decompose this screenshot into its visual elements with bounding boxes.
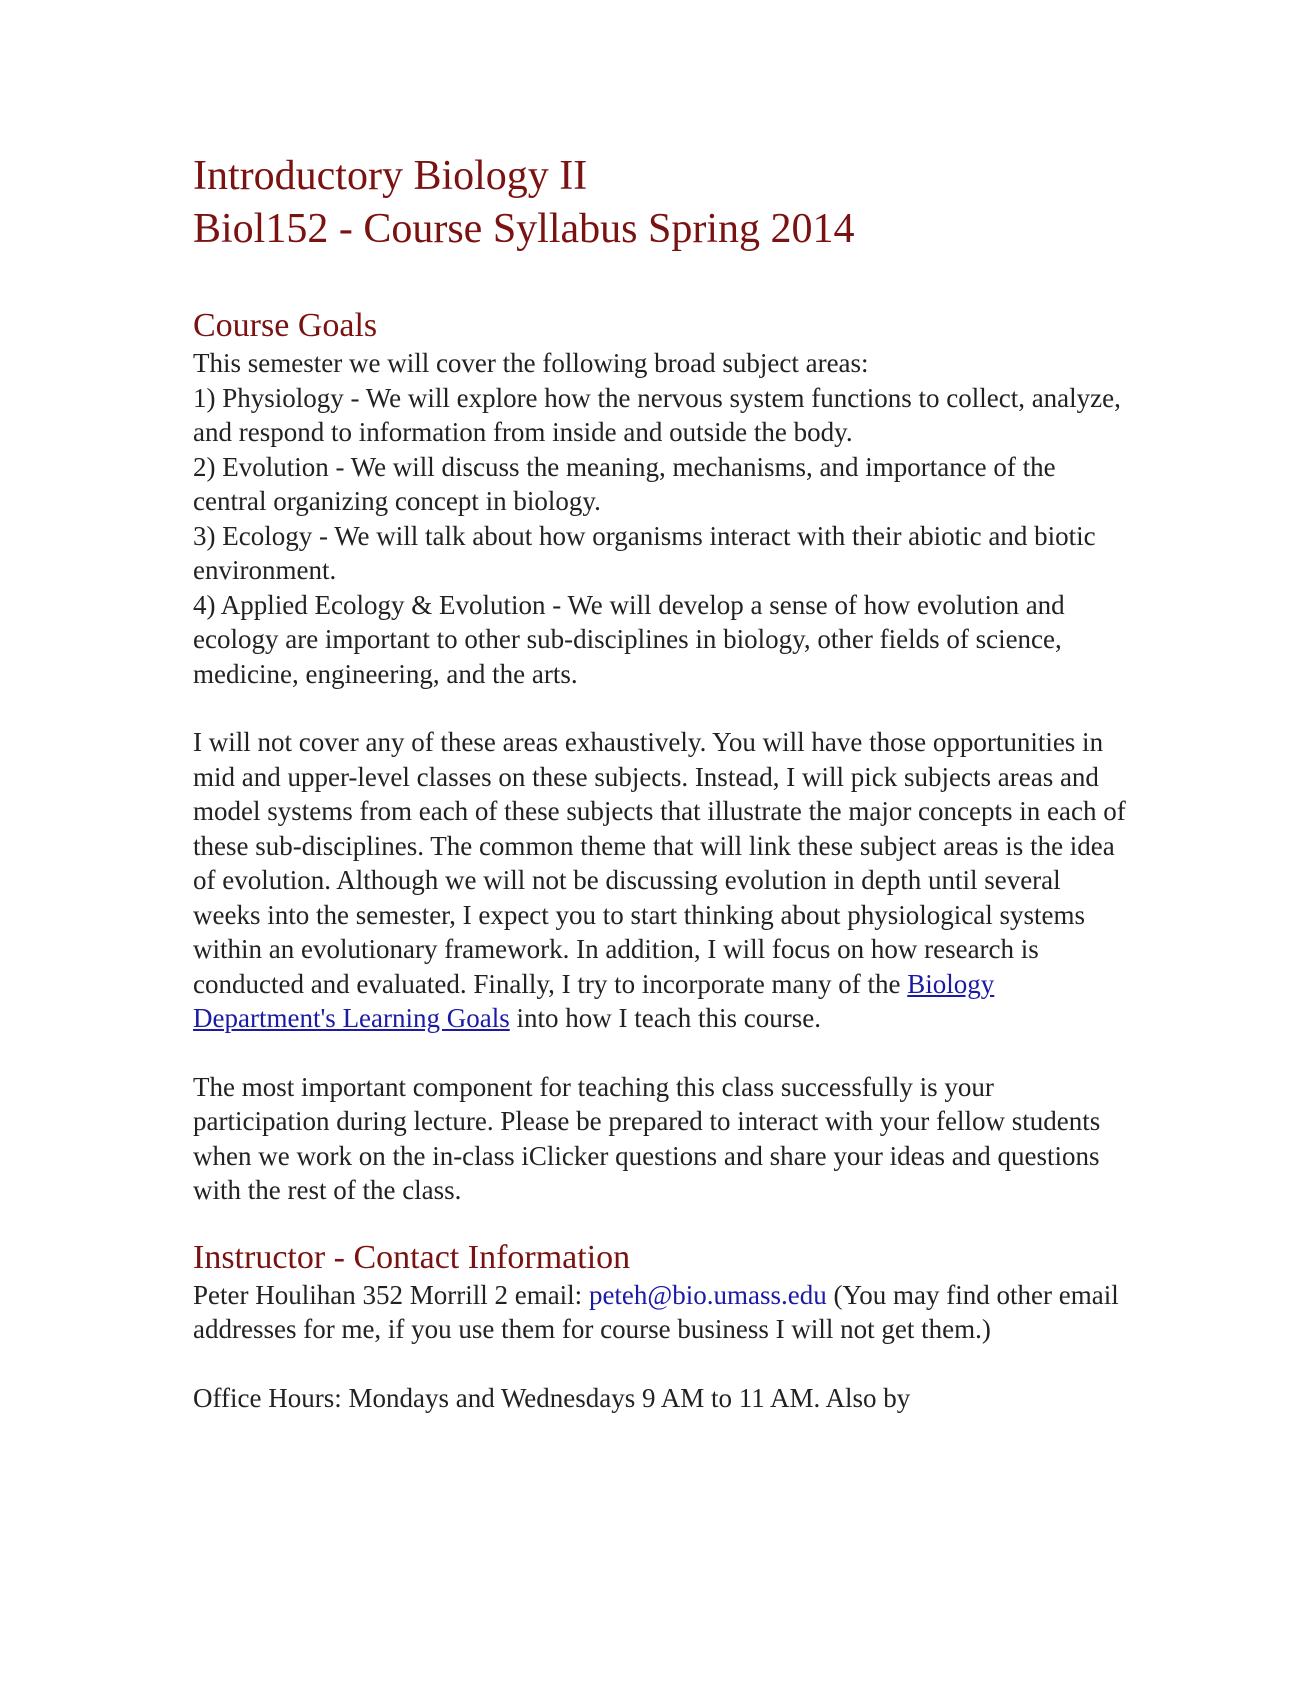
contact-note: (You may find other email addresses for me, if you use them for course business I will not get them.) — [193, 1279, 1119, 1344]
contact-paragraph — [193, 1278, 1133, 1347]
learning-goals-link[interactable]: Biology Department's Learning Goals — [193, 968, 995, 1033]
goal-item-evolution: 2) Evolution - We will discuss the meaning, mechanisms, and importance of the central organizing concept in biology. — [193, 451, 1056, 516]
page-title — [193, 150, 1133, 256]
coverage-paragraph — [193, 725, 1133, 1036]
coverage-text: I will not cover any of these areas exhaustively. You will have those opportunities in mid and upper-level classes on these subjects. Instead, I will pick subjects areas and model systems from each of these subjects that illustrate the major concepts in each of these sub-disciplines. The common theme that will link these subject areas is the idea of evolution. Although we will not be discussing evolution in depth until several weeks into the semester, I expect you to start thinking about physiological systems within an evolutionary framework. In addition, I will focus on how research is conducted and evaluated. Finally, I try to incorporate many of the — [193, 727, 1126, 999]
course-goals-list — [193, 346, 1133, 691]
goals-intro: This semester we will cover the following broad subject areas: — [193, 348, 869, 378]
title-line-1: Introductory Biology II — [193, 153, 588, 199]
instructor-heading: Instructor - Contact Information — [193, 1238, 631, 1276]
office-hours: Office Hours: Mondays and Wednesdays 9 AM to 11 AM. Also by — [193, 1382, 911, 1413]
syllabus-document — [193, 150, 1133, 1415]
email-link[interactable]: peteh@bio.umass.edu — [588, 1279, 827, 1310]
coverage-text-end: into how I teach this course. — [509, 1003, 821, 1033]
goal-item-ecology: 3) Ecology - We will talk about how organisms interact with their abiotic and biotic environment. — [193, 520, 1096, 585]
goal-item-physiology: 1) Physiology - We will explore how the nervous system functions to collect, analyze, and respond to information from inside and outside the body. — [193, 382, 1121, 447]
goal-item-applied: 4) Applied Ecology & Evolution - We will develop a sense of how evolution and ecology are important to other sub-disciplines in biology, other fields of science, medicine, engineering, and the arts. — [193, 589, 1065, 689]
contact-text: Peter Houlihan 352 Morrill 2 email: — [193, 1279, 589, 1310]
participation-paragraph: The most important component for teaching this class successfully is your participation during lecture. Please be prepared to interact with your fellow students when we work on the in-class iClicker questions and share your ideas and questions with the rest of the class. — [193, 1071, 1101, 1205]
title-line-2: Biol152 - Course Syllabus Spring 2014 — [193, 206, 855, 252]
course-goals-heading: Course Goals — [193, 307, 378, 344]
